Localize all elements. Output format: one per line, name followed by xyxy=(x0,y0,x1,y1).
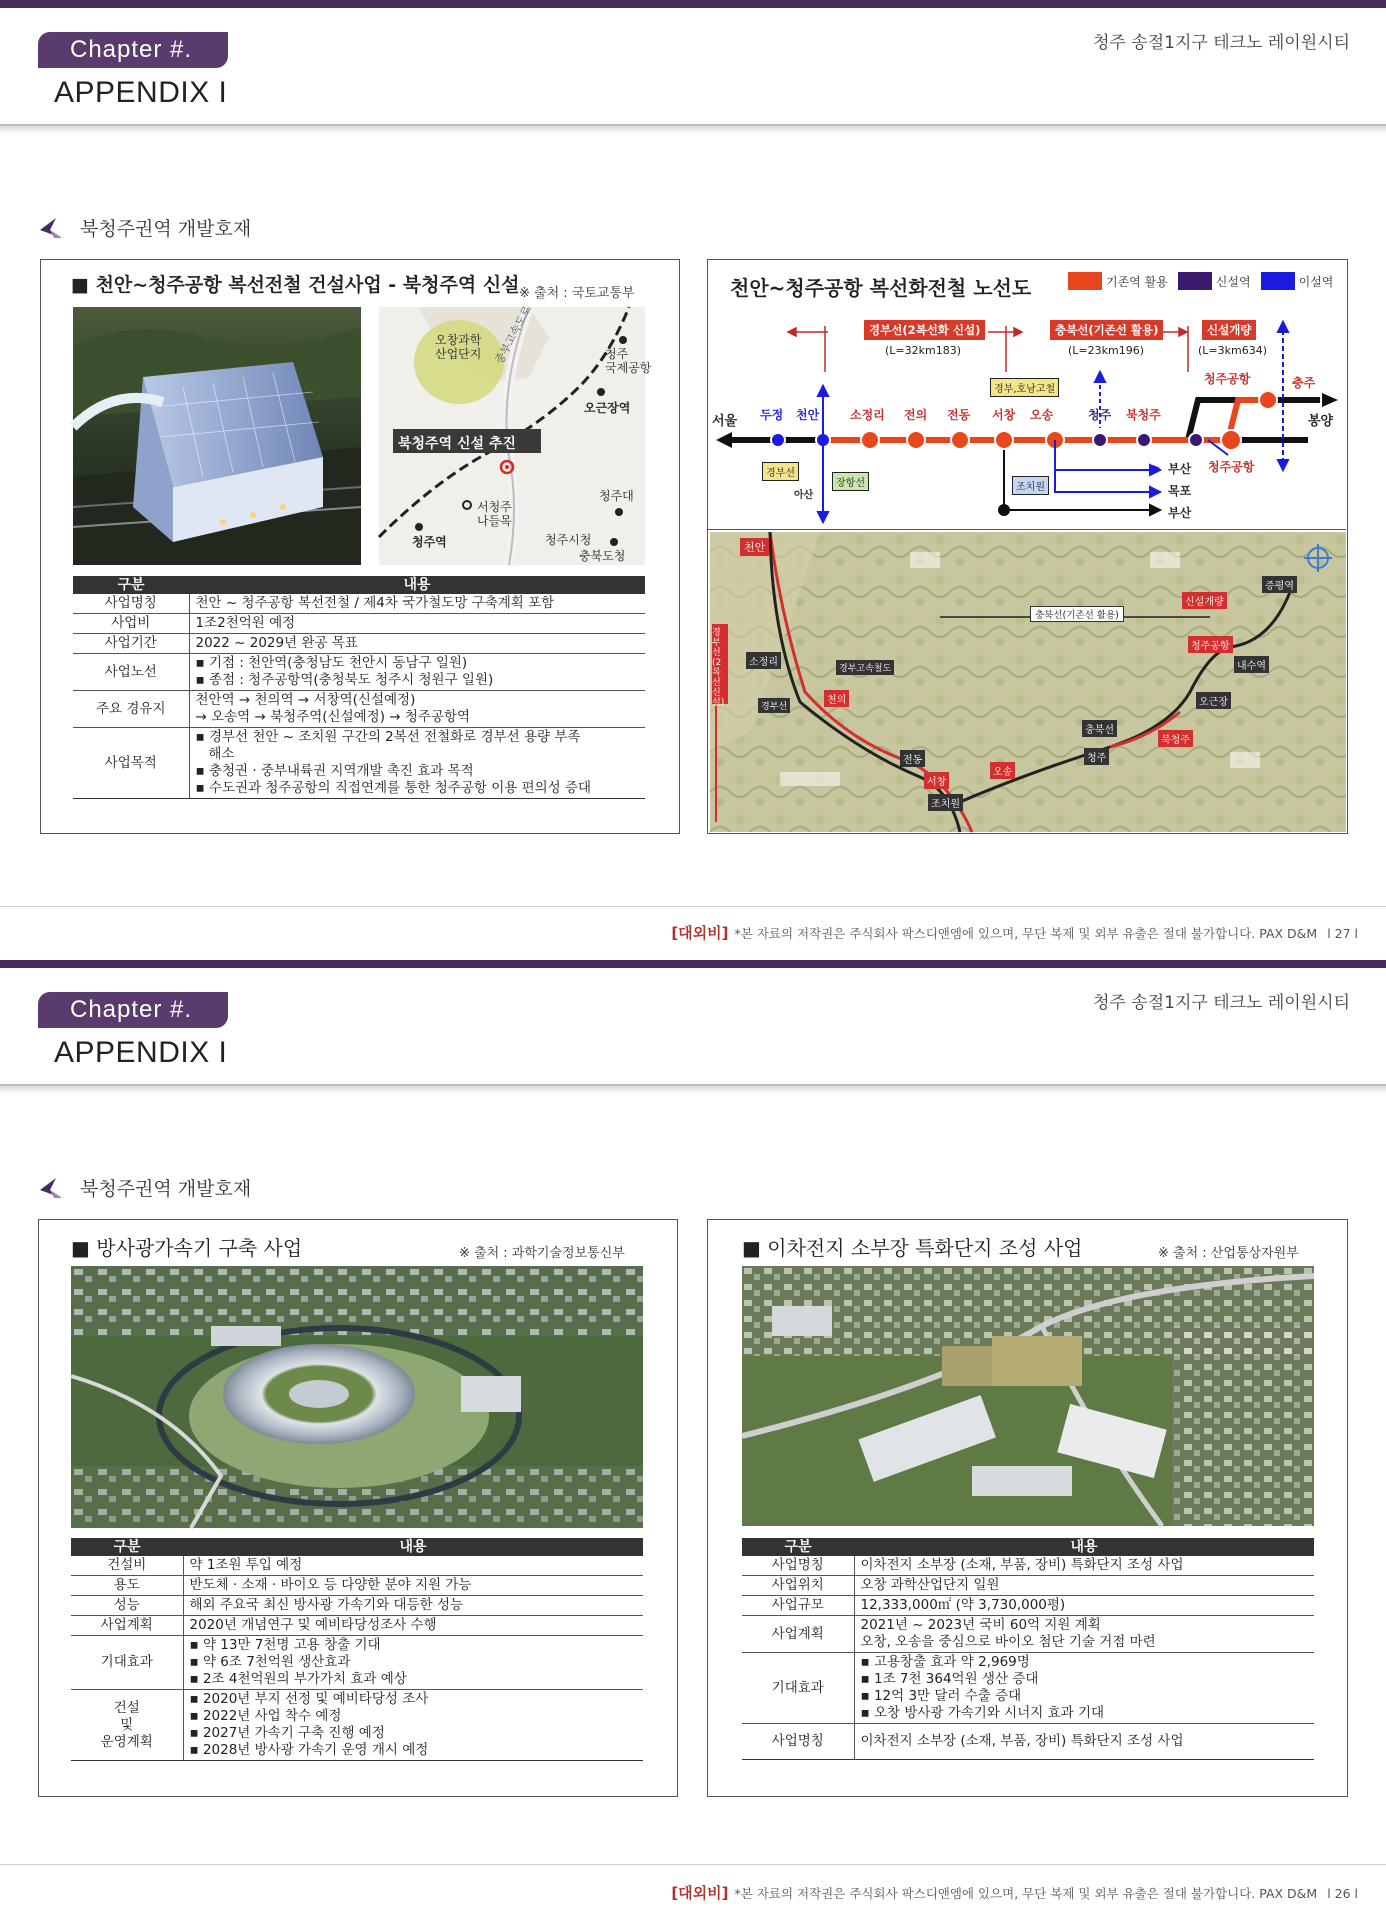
table-row xyxy=(73,728,645,799)
row-value xyxy=(854,1616,1314,1653)
map-label-cheongju-univ: 청주대 xyxy=(599,489,634,503)
map2-label-jeondong: 전동 xyxy=(900,750,925,767)
row-value: 1조2천억원 예정 xyxy=(189,614,645,634)
table-header-content: 내용 xyxy=(854,1538,1314,1556)
table-row xyxy=(73,654,645,691)
map-label-highway: 중부고속도로 xyxy=(492,303,535,367)
table-header-content: 내용 xyxy=(183,1538,643,1556)
section-title xyxy=(38,214,251,241)
row-line: ▪ 기점 : 천안역(충청남도 천안시 동남구 일원) xyxy=(195,655,468,671)
row-key: 사업계획 xyxy=(742,1616,854,1653)
table-row xyxy=(742,1653,1314,1724)
footer-confidential: [대외비] xyxy=(671,1884,729,1902)
map2-label-bukcheongju: 북청주 xyxy=(1158,730,1193,747)
row-key: 사업위치 xyxy=(742,1576,854,1596)
row-line: 오창, 오송을 중심으로 바이오 첨단 기술 거점 마련 xyxy=(860,1634,1156,1650)
project-name: 청주 송절1지구 테크노 레이원시티 xyxy=(1093,993,1350,1013)
branch-mokpo: 목포 xyxy=(1168,484,1192,498)
table-header-category: 구분 xyxy=(71,1538,183,1556)
station-cheongju-airport: 청주공항 xyxy=(1204,372,1251,386)
row-line: ▪ 2027년 가속기 구축 진행 예정 xyxy=(189,1725,385,1741)
row-line: ▪ 종점 : 청주공항역(충청북도 청주시 청원구 일원) xyxy=(195,672,494,688)
row-key: 사업비 xyxy=(73,614,189,634)
row-value xyxy=(854,1653,1314,1724)
row-value: 2020년 개념연구 및 예비타당성조사 수행 xyxy=(183,1616,643,1636)
row-value: 12,333,000㎡ (약 3,730,000평) xyxy=(854,1596,1314,1616)
appendix-title: APPENDIX I xyxy=(54,76,228,109)
station-rendering-image xyxy=(73,307,361,565)
row-line: ▪ 1조 7천 364억원 생산 증대 xyxy=(860,1671,1039,1687)
row-key: 사업명칭 xyxy=(742,1724,854,1760)
row-key: 용도 xyxy=(71,1576,183,1596)
row-line: ▪ 수도권과 청주공항의 직접연계를 통한 청주공항 이용 편의성 증대 xyxy=(195,780,592,796)
accelerator-project-box xyxy=(38,1219,678,1797)
segment-chungbuk-label: 충북선(기존선 활용) xyxy=(1050,320,1163,340)
section-title-text: 북청주권역 개발호재 xyxy=(80,218,252,240)
row-key: 사업명칭 xyxy=(73,594,189,614)
table-header-category: 구분 xyxy=(73,576,189,594)
box-title: ■ 이차전지 소부장 특화단지 조성 사업 xyxy=(742,1236,1083,1260)
table-row xyxy=(71,1576,643,1596)
row-value: 약 1조원 투입 예정 xyxy=(183,1556,643,1576)
row-key: 기대효과 xyxy=(742,1653,854,1724)
route-title: 천안~청주공항 복선화전철 노선도 xyxy=(730,276,1032,300)
map2-label-jochiwon: 조치원 xyxy=(928,794,963,811)
row-line: ▪ 약 13만 7천명 고용 창출 기대 xyxy=(189,1637,381,1653)
row-key: 사업규모 xyxy=(742,1596,854,1616)
section-marker-icon xyxy=(38,216,66,240)
station-sojeongri: 소정리 xyxy=(850,408,885,422)
map-label-city-hall: 청주시청 xyxy=(545,533,592,547)
row-line: ▪ 오창 방사광 가속기와 시너지 효과 기대 xyxy=(860,1705,1105,1721)
map-label-cheongju-station: 청주역 xyxy=(412,535,447,549)
station-osong: 오송 xyxy=(1030,408,1054,422)
row-value: 이차전지 소부장 (소재, 부품, 장비) 특화단지 조성 사업 xyxy=(854,1724,1314,1760)
row-key: 사업노선 xyxy=(73,654,189,691)
row-line: ▪ 2022년 사업 착수 예정 xyxy=(189,1708,342,1724)
row-value: 오창 과학산업단지 일원 xyxy=(854,1576,1314,1596)
route-diagram xyxy=(708,260,1346,530)
row-key: 건설비 xyxy=(71,1556,183,1576)
row-key: 성능 xyxy=(71,1596,183,1616)
row-value xyxy=(183,1636,643,1690)
map2-label-jeungpyeong: 증평역 xyxy=(1262,576,1297,593)
end-chungju: 충주 xyxy=(1292,376,1316,390)
accelerator-rendering-image xyxy=(71,1266,643,1528)
header-line xyxy=(0,124,1386,126)
row-value: 천안 ~ 청주공항 복선전철 / 제4차 국가철도망 구축계획 포함 xyxy=(189,594,645,614)
map2-label-cheonan: 천안 xyxy=(740,538,769,556)
segment-gyeongbu-label: 경부선(2복선화 신설) xyxy=(864,320,985,340)
map-label-new-station: 북청주역 신설 추진 xyxy=(398,436,516,452)
map2-label-naesu: 내수역 xyxy=(1234,656,1269,673)
badge-asan: 아산 xyxy=(794,490,814,501)
row-line: ▪ 12억 3만 달러 수출 증대 xyxy=(860,1688,1022,1704)
map2-label-chungbuk: 충북선 xyxy=(1082,720,1117,737)
section-title-text: 북청주권역 개발호재 xyxy=(80,1178,252,1200)
row-value xyxy=(189,654,645,691)
branch-busan-2: 부산 xyxy=(1168,506,1192,520)
row-value xyxy=(189,728,645,799)
end-bongyang: 봉양 xyxy=(1308,414,1334,429)
railway-project-box xyxy=(40,259,680,834)
footer xyxy=(671,922,1358,943)
top-accent-bar xyxy=(0,0,1386,8)
chapter-tab: Chapter #. xyxy=(38,992,228,1028)
table-row xyxy=(73,594,645,614)
table-row xyxy=(742,1724,1314,1760)
badge-honam: 경부,호남고철 xyxy=(990,378,1059,397)
table-row xyxy=(73,614,645,634)
end-seoul: 서울 xyxy=(712,414,738,429)
row-line: ▪ 2020년 부지 선정 및 예비타당성 조사 xyxy=(189,1691,429,1707)
table-row xyxy=(71,1690,643,1761)
map2-label-chungbuk-line: 충북선(기존선 활용) xyxy=(1030,606,1124,622)
segment-new-label: 신설개량 xyxy=(1202,320,1256,340)
map2-label-sojeongri: 소정리 xyxy=(746,652,781,669)
row-key: 사업목적 xyxy=(73,728,189,799)
page-number: l 26 l xyxy=(1327,1886,1358,1901)
map2-label-seochang: 서창 xyxy=(924,772,949,789)
map2-label-vertical: 경부선(2복선 신설) xyxy=(712,628,725,708)
table-row xyxy=(71,1596,643,1616)
table-row xyxy=(71,1556,643,1576)
row-line: ▪ 고용창출 효과 약 2,969명 xyxy=(860,1654,1030,1670)
station-cheongju-airport-2: 청주공항 xyxy=(1208,460,1255,474)
row-line: → 오송역 → 북청주역(신설예정) → 청주공항역 xyxy=(195,709,471,725)
accelerator-info-table xyxy=(71,1538,643,1761)
station-cheongju: 청주 xyxy=(1088,408,1112,422)
section-title xyxy=(38,1174,251,1201)
row-key: 사업기간 xyxy=(73,634,189,654)
battery-info-table xyxy=(742,1538,1314,1760)
box-title: ■ 방사광가속기 구축 사업 xyxy=(71,1236,303,1260)
station-jeonui: 전의 xyxy=(904,408,928,422)
row-key: 기대효과 xyxy=(71,1636,183,1690)
box-title: ■ 천안~청주공항 복선전철 건설사업 - 북청주역 신설 xyxy=(71,274,520,296)
table-row xyxy=(742,1556,1314,1576)
footer-confidential: [대외비] xyxy=(671,924,729,942)
chapter-tab: Chapter #. xyxy=(38,32,228,68)
appendix-title: APPENDIX I xyxy=(54,1036,228,1069)
row-line: 천안역 → 천의역 → 서창역(신설예정) xyxy=(195,692,416,708)
battery-cluster-box xyxy=(707,1219,1348,1797)
map-label-airport: 청주 국제공항 xyxy=(605,347,652,375)
row-key: 주요 경유지 xyxy=(73,691,189,728)
station-seochang: 서창 xyxy=(992,408,1016,422)
row-line: ▪ 2028년 방사광 가속기 운영 개시 예정 xyxy=(189,1742,429,1758)
row-value: 2022 ~ 2029년 완공 목표 xyxy=(189,634,645,654)
map2-label-ktx: 경부고속철도 xyxy=(836,660,894,675)
footer-divider xyxy=(0,1864,1386,1865)
row-key: 사업계획 xyxy=(71,1616,183,1636)
legend-label: 신설역 xyxy=(1215,274,1251,289)
branch-busan-1: 부산 xyxy=(1168,462,1192,476)
row-value: 해외 주요국 최신 방사광 가속기와 대등한 성능 xyxy=(183,1596,643,1616)
map2-label-gyeongbu: 경부선 xyxy=(758,698,790,713)
map-label-osong: 오창과학 산업단지 xyxy=(435,333,482,361)
top-accent-bar xyxy=(0,960,1386,968)
table-row xyxy=(742,1596,1314,1616)
project-name: 청주 송절1지구 테크노 레이원시티 xyxy=(1093,33,1350,53)
station-cheonan: 천안 xyxy=(796,408,820,422)
map-label-ogeunjang: 오근장역 xyxy=(584,401,631,415)
badge-janghang: 장항선 xyxy=(832,472,869,491)
table-row xyxy=(71,1636,643,1690)
row-key: 사업명칭 xyxy=(742,1556,854,1576)
station-dujeong: 두정 xyxy=(760,408,784,422)
row-line: 해소 xyxy=(195,746,235,762)
segment-chungbuk-length: (L=23km196) xyxy=(1068,344,1145,357)
map-label-seocheongju: 서청주 나들목 xyxy=(477,500,512,528)
map2-label-ogeunjang: 오근장 xyxy=(1196,692,1231,709)
table-row xyxy=(742,1576,1314,1596)
page-number: l 27 l xyxy=(1327,926,1358,941)
industrial-complex-aerial-image xyxy=(742,1266,1314,1526)
table-row xyxy=(73,634,645,654)
row-line: ▪ 충청권 · 중부내륙권 지역개발 촉진 효과 목적 xyxy=(195,763,474,779)
box-source: ※ 출처 : 국토교통부 xyxy=(519,286,635,301)
badge-jochiwon: 조치원 xyxy=(1012,476,1049,495)
route-map-box xyxy=(707,259,1348,834)
railway-info-table xyxy=(73,576,645,799)
legend-label: 이설역 xyxy=(1298,274,1334,289)
row-line: ▪ 약 6조 7천억원 생산효과 xyxy=(189,1654,351,1670)
row-line: ▪ 경부선 천안 ~ 조치원 구간의 2복선 전철화로 경부선 용량 부족 xyxy=(195,729,581,745)
row-value xyxy=(183,1690,643,1761)
segment-gyeongbu-length: (L=32km183) xyxy=(885,344,962,357)
table-row xyxy=(73,691,645,728)
map2-label-jeonui: 천의 xyxy=(824,690,849,707)
footer-copyright: *본 자료의 저작권은 주식회사 팍스디앤엠에 있으며, 무단 복제 및 외부 유출은 절대 불가합니다. PAX D&M xyxy=(734,1886,1318,1901)
map2-label-new-section: 신설개량 xyxy=(1182,592,1227,609)
legend-label: 기존역 활용 xyxy=(1106,274,1168,289)
footer xyxy=(671,1882,1358,1903)
segment-new-length: (L=3km634) xyxy=(1198,344,1268,357)
table-header-category: 구분 xyxy=(742,1538,854,1556)
row-line: ▪ 2조 4천억원의 부가가치 효과 예상 xyxy=(189,1671,407,1687)
row-value: 이차전지 소부장 (소재, 부품, 장비) 특화단지 조성 사업 xyxy=(854,1556,1314,1576)
row-value xyxy=(189,691,645,728)
row-line: 2021년 ~ 2023년 국비 60억 지원 계획 xyxy=(860,1617,1101,1633)
map2-label-osong: 오송 xyxy=(990,762,1015,779)
station-jeondong: 전동 xyxy=(947,408,971,422)
box-source: ※ 출처 : 산업통상자원부 xyxy=(1158,1246,1299,1261)
row-value: 반도체 · 소재 · 바이오 등 다양한 분야 지원 가능 xyxy=(183,1576,643,1596)
table-row xyxy=(71,1616,643,1636)
map2-label-airport: 청주공항 xyxy=(1188,636,1233,653)
box-source: ※ 출처 : 과학기술정보통신부 xyxy=(459,1246,625,1261)
badge-gyeongbu: 경부선 xyxy=(762,462,799,481)
section-marker-icon xyxy=(38,1176,66,1200)
station-location-map xyxy=(379,303,652,565)
table-row xyxy=(742,1616,1314,1653)
header-line xyxy=(0,1084,1386,1086)
route-aerial-map xyxy=(710,532,1346,832)
table-header-content: 내용 xyxy=(189,576,645,594)
footer-copyright: *본 자료의 저작권은 주식회사 팍스디앤엠에 있으며, 무단 복제 및 외부 유출은 절대 불가합니다. PAX D&M xyxy=(734,926,1318,941)
row-key: 건설 및 운영계획 xyxy=(71,1690,183,1761)
footer-divider xyxy=(0,906,1386,907)
document-page-26 xyxy=(0,960,1386,1920)
map-label-provincial-office: 충북도청 xyxy=(579,549,626,563)
map2-label-cheongju: 청주 xyxy=(1084,748,1109,765)
station-bukcheongju: 북청주 xyxy=(1126,408,1161,422)
